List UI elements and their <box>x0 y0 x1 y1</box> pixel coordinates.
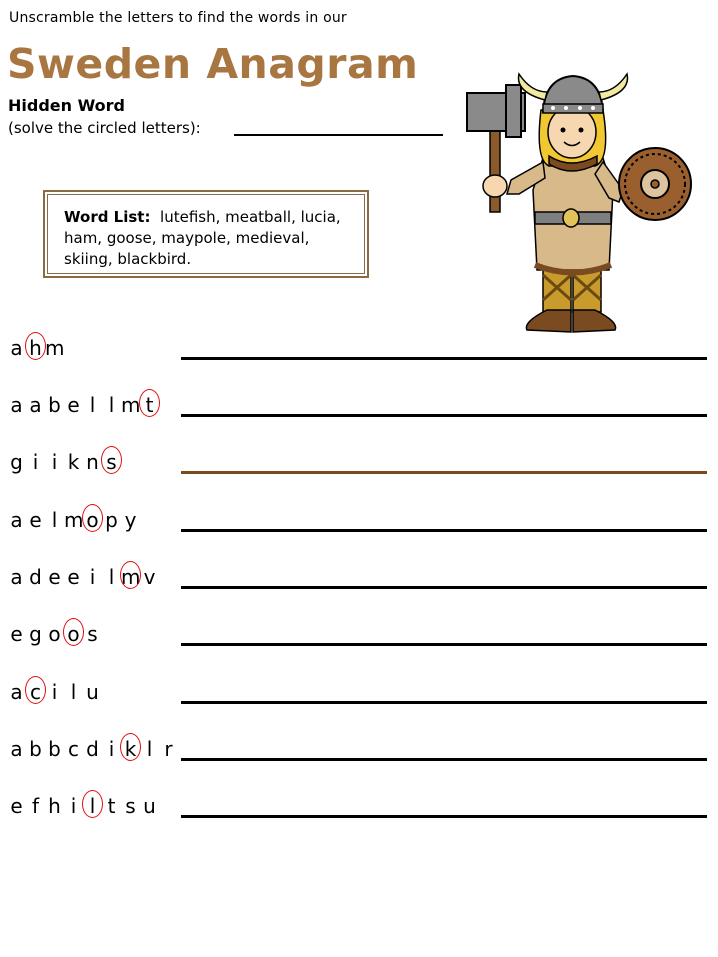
letter: e <box>10 794 23 818</box>
letter: c <box>68 737 79 761</box>
circled-letter: o <box>83 506 102 534</box>
hidden-word-instruction: (solve the circled letters): <box>8 119 201 137</box>
right-horn <box>599 74 627 100</box>
answer-line[interactable] <box>181 643 707 646</box>
letter: h <box>48 794 61 818</box>
viking-illustration <box>463 70 698 335</box>
letter: a <box>10 336 23 360</box>
anagram-row <box>0 620 718 677</box>
right-boot <box>573 310 616 332</box>
letter: e <box>48 565 61 589</box>
letter: b <box>48 393 61 417</box>
intro-text: Unscramble the letters to find the words in our <box>9 10 347 26</box>
letter: a <box>10 680 23 704</box>
answer-line[interactable] <box>181 529 707 532</box>
letter: g <box>10 450 23 474</box>
answer-line[interactable] <box>181 815 707 818</box>
page-title: Sweden Anagram <box>7 40 419 88</box>
letter: s <box>87 622 98 646</box>
answer-line[interactable] <box>181 758 707 761</box>
letter: e <box>67 393 80 417</box>
letter: d <box>29 565 42 589</box>
letter: g <box>29 622 42 646</box>
letter: i <box>108 737 115 761</box>
left-boot <box>526 310 571 332</box>
letter: a <box>10 565 23 589</box>
letter: a <box>10 508 23 532</box>
letter: u <box>86 680 99 704</box>
answer-line[interactable] <box>181 414 707 417</box>
letter: r <box>164 737 173 761</box>
letter: m <box>45 336 65 360</box>
answer-line[interactable] <box>181 471 707 474</box>
scrambled-letters <box>7 391 159 419</box>
anagram-row <box>0 448 718 505</box>
letter: i <box>51 680 58 704</box>
letter: t <box>107 794 116 818</box>
word-list-words: lutefish, meatball, lucia, ham, goose, maypole, medieval, skiing, blackbird. <box>64 208 341 268</box>
word-list-content <box>47 194 365 274</box>
circled-letter: h <box>26 334 45 362</box>
circled-letter: t <box>140 391 159 419</box>
anagram-row <box>0 334 718 391</box>
letter: k <box>67 450 80 474</box>
letter: m <box>64 508 84 532</box>
letter: y <box>124 508 137 532</box>
letter: u <box>143 794 156 818</box>
letter: e <box>29 508 42 532</box>
viking-face <box>548 106 596 158</box>
letter: l <box>108 565 115 589</box>
scrambled-letters <box>7 334 64 362</box>
scrambled-letters <box>7 448 121 476</box>
anagram-row <box>0 792 718 849</box>
circled-letter: k <box>121 735 140 763</box>
scrambled-letters <box>7 678 102 706</box>
scrambled-letters <box>7 563 159 591</box>
letter: i <box>89 565 96 589</box>
letter: d <box>86 737 99 761</box>
letter: l <box>51 508 58 532</box>
letter: s <box>125 794 136 818</box>
letter: n <box>86 450 99 474</box>
word-list-label: Word List: <box>64 208 151 226</box>
letter: m <box>121 393 141 417</box>
circled-letter: c <box>26 678 45 706</box>
letter: a <box>10 737 23 761</box>
letter: a <box>29 393 42 417</box>
circled-letter: s <box>102 448 121 476</box>
anagram-row <box>0 678 718 735</box>
hidden-word-answer-line[interactable] <box>234 134 443 136</box>
letter: e <box>67 565 80 589</box>
hammer-handle <box>490 120 500 212</box>
letter: l <box>70 680 77 704</box>
anagram-row <box>0 563 718 620</box>
letter: l <box>108 393 115 417</box>
letter: f <box>31 794 40 818</box>
scrambled-letters <box>7 792 159 820</box>
scrambled-letters <box>7 735 178 763</box>
word-list-box <box>43 190 369 278</box>
letter: a <box>10 393 23 417</box>
anagram-row <box>0 391 718 448</box>
circled-letter: l <box>83 792 102 820</box>
anagram-row <box>0 735 718 792</box>
letter: i <box>32 450 39 474</box>
letter: p <box>105 508 118 532</box>
letter: b <box>48 737 61 761</box>
letter: l <box>89 393 96 417</box>
letter: l <box>146 737 153 761</box>
circled-letter: m <box>121 565 141 589</box>
letter: b <box>29 737 42 761</box>
letter: e <box>10 622 23 646</box>
answer-line[interactable] <box>181 357 707 360</box>
letter: i <box>70 794 77 818</box>
letter: o <box>48 622 61 646</box>
answer-line[interactable] <box>181 701 707 704</box>
scrambled-letters <box>7 506 140 534</box>
anagram-row <box>0 506 718 563</box>
scrambled-letters <box>7 620 102 648</box>
hidden-word-label: Hidden Word <box>8 96 126 115</box>
circled-letter: o <box>64 620 83 648</box>
letter: v <box>143 565 156 589</box>
answer-line[interactable] <box>181 586 707 589</box>
letter: i <box>51 450 58 474</box>
